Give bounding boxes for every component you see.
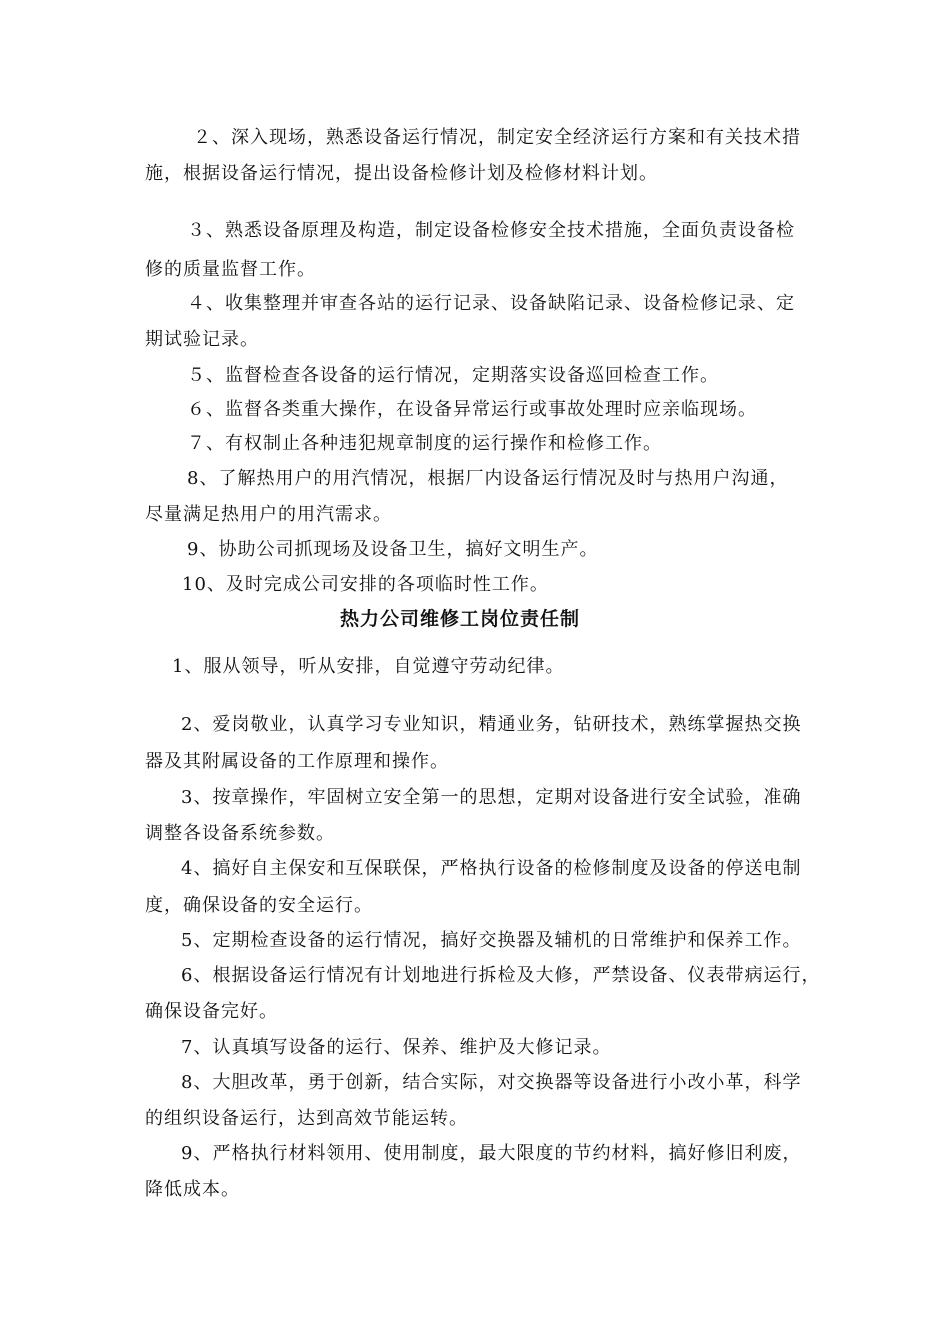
- paragraph-line: 器及其附属设备的工作原理和操作。: [145, 751, 449, 772]
- paragraph-line: 的组织设备运行，达到高效节能运转。: [145, 1108, 468, 1129]
- section2-item-5: 5、定期检查设备的运行情况，搞好交换器及辅机的日常维护和保养工作。: [181, 930, 802, 951]
- section1-item-10: 10、及时完成公司安排的各项临时性工作。: [182, 574, 549, 595]
- section-title: 热力公司维修工岗位责任制: [340, 608, 581, 630]
- paragraph-line: ４、收集整理并审查各站的运行记录、设备缺陷记录、设备检修记录、定: [187, 293, 795, 314]
- section2-item-1: 1、服从领导，听从安排，自觉遵守劳动纪律。: [172, 656, 565, 677]
- paragraph-line: 施，根据设备运行情况，提出设备检修计划及检修材料计划。: [145, 163, 658, 184]
- section1-item-9: 9、协助公司抓现场及设备卫生，搞好文明生产。: [187, 539, 599, 560]
- paragraph-line: 2、爱岗敬业，认真学习专业知识，精通业务，钻研技术，熟练掌握热交换: [181, 714, 802, 735]
- paragraph-line: 度，确保设备的安全运行。: [145, 895, 373, 916]
- paragraph-line: 4、搞好自主保安和互保联保，严格执行设备的检修制度及设备的停送电制: [181, 858, 802, 879]
- paragraph-line: 期试验记录。: [145, 329, 259, 350]
- paragraph-line: ３、熟悉设备原理及构造，制定设备检修安全技术措施，全面负责设备检: [187, 220, 795, 241]
- paragraph-line: 尽量满足热用户的用汽需求。: [145, 504, 392, 525]
- paragraph-line: 调整各设备系统参数。: [145, 823, 335, 844]
- paragraph-line: 6、根据设备运行情况有计划地进行拆检及大修，严禁设备、仪表带病运行，: [181, 965, 821, 986]
- section1-item-6: ６、监督各类重大操作，在设备异常运行或事故处理时应亲临现场。: [187, 399, 757, 420]
- paragraph-line: 8、了解热用户的用汽情况，根据厂内设备运行情况及时与热用户沟通，: [187, 468, 789, 489]
- section1-item-5: ５、监督检查各设备的运行情况，定期落实设备巡回检查工作。: [187, 365, 719, 386]
- paragraph-line: 修的质量监督工作。: [145, 259, 316, 280]
- paragraph-line: 9、严格执行材料领用、使用制度，最大限度的节约材料，搞好修旧利废，: [181, 1143, 802, 1164]
- section2-item-7: 7、认真填写设备的运行、保养、维护及大修记录。: [181, 1037, 612, 1058]
- paragraph-line: 降低成本。: [145, 1179, 240, 1200]
- paragraph-line: ２、深入现场，熟悉设备运行情况，制定安全经济运行方案和有关技术措: [193, 127, 801, 148]
- paragraph-line: 8、大胆改革，勇于创新，结合实际，对交换器等设备进行小改小革，科学: [181, 1072, 802, 1093]
- paragraph-line: 3、按章操作，牢固树立安全第一的思想，定期对设备进行安全试验，准确: [181, 787, 802, 808]
- paragraph-line: 确保设备完好。: [145, 1001, 278, 1022]
- section1-item-7: ７、有权制止各种违犯规章制度的运行操作和检修工作。: [187, 433, 662, 454]
